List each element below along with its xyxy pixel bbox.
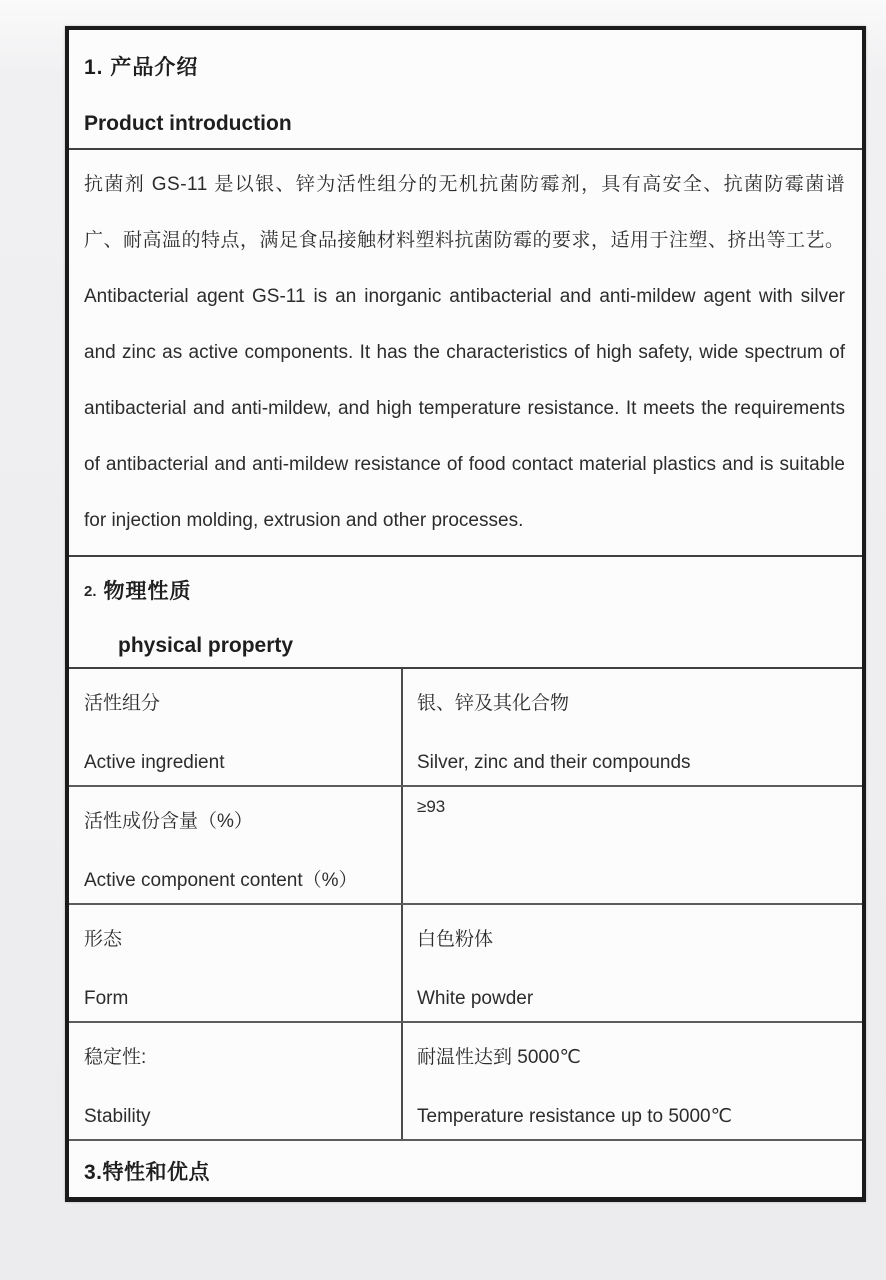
property-value-en: Temperature resistance up to 5000℃ xyxy=(417,1106,732,1127)
property-value-cell xyxy=(403,905,862,1021)
property-row-active-content xyxy=(69,787,862,905)
product-spec-document xyxy=(65,26,866,1202)
intro-paragraph-en: Antibacterial agent GS-11 is an inorganic antibacterial and anti-mildew agent with silver and zinc as active components. It has the characteristics of high safety, wide spectrum of antibacterial and anti-mildew, and high temperature resistance. It meets the requirements of antibacterial and anti-mildew resistance of food contact material plastics and is suitable for injection molding, extrusion and other processes. xyxy=(84,286,845,531)
section1-title-zh: 1. 产品介绍 xyxy=(84,56,199,79)
property-label-cell xyxy=(69,787,403,903)
property-value-cell xyxy=(403,1023,862,1139)
section2-title-zh: 物理性质 xyxy=(103,580,192,603)
property-label-zh: 活性组分 xyxy=(84,693,161,714)
intro-text-block xyxy=(69,150,862,557)
property-value-zh: 耐温性达到 5000℃ xyxy=(417,1047,581,1068)
property-label-cell xyxy=(69,1023,403,1139)
property-label-cell xyxy=(69,905,403,1021)
property-label-zh: 活性成份含量（%） xyxy=(84,811,253,832)
section1-header xyxy=(69,30,862,150)
section1-title-en: Product introduction xyxy=(84,112,292,135)
property-row-stability xyxy=(69,1023,862,1141)
property-value-zh: 白色粉体 xyxy=(417,929,494,950)
property-label-cell xyxy=(69,669,403,785)
property-label-en: Stability xyxy=(84,1106,151,1127)
section3-title: 3.特性和优点 xyxy=(84,1161,211,1184)
property-row-form xyxy=(69,905,862,1023)
property-label-en: Active component content（%） xyxy=(84,870,358,891)
property-label-en: Form xyxy=(84,988,129,1009)
property-label-zh: 稳定性: xyxy=(84,1047,147,1068)
property-row-active-ingredient xyxy=(69,669,862,787)
section2-title-en: physical property xyxy=(118,634,294,657)
property-label-en: Active ingredient xyxy=(84,752,225,773)
property-value: ≥93 xyxy=(417,797,446,816)
section2-number: 2. xyxy=(84,583,97,600)
property-value-cell xyxy=(403,787,862,903)
intro-paragraph-zh: 抗菌剂 GS-11 是以银、锌为活性组分的无机抗菌防霉剂，具有高安全、抗菌防霉菌谱广、耐高温的特点，满足食品接触材料塑料抗菌防霉的要求，适用于注塑、挤出等工艺。 xyxy=(84,174,845,251)
property-value-zh: 银、锌及其化合物 xyxy=(417,693,570,714)
section2-header xyxy=(69,557,862,669)
property-value-en: Silver, zinc and their compounds xyxy=(417,752,691,773)
section3-header xyxy=(69,1141,862,1197)
property-label-zh: 形态 xyxy=(84,929,123,950)
property-value-cell xyxy=(403,669,862,785)
property-value-en: White powder xyxy=(417,988,534,1009)
section2-title-line xyxy=(84,575,847,605)
